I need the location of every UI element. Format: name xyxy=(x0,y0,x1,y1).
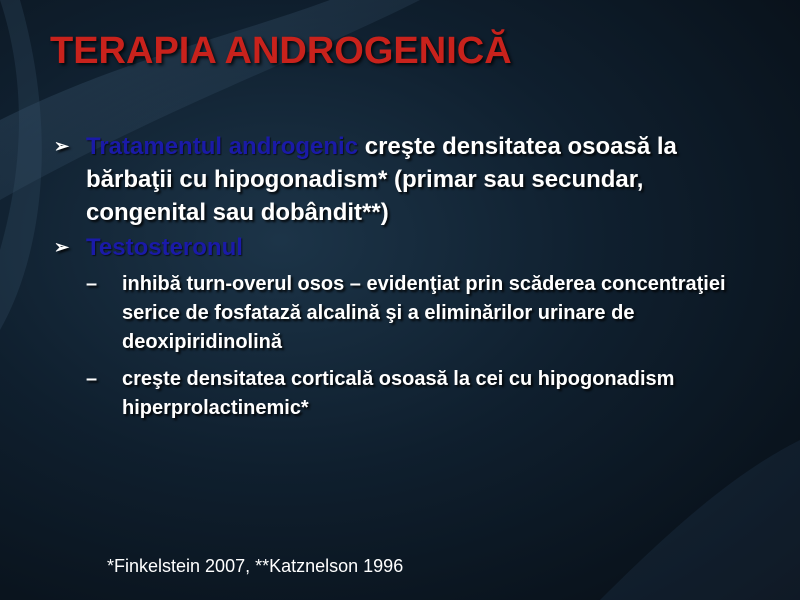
bullet-list xyxy=(52,130,752,431)
dash-bullet-icon: – xyxy=(86,273,98,295)
bullet-text: creşte densitatea osoasă la bărbaţii cu hipogonadism* (primar sau secundar, congenital sau dobândit**) xyxy=(86,133,677,226)
dash-bullet-icon: – xyxy=(86,368,98,390)
bullet-highlight: Tratamentul androgenic xyxy=(86,133,359,160)
sub-bullet-item xyxy=(86,365,752,423)
bullet-highlight: Testosteronul xyxy=(86,234,243,261)
bullet-item xyxy=(52,130,752,229)
bullet-item xyxy=(52,231,752,264)
sub-bullet-text: inhibă turn-overul osos – evidenţiat prin scăderea concentraţiei serice de fosfatază alcalină şi a eliminărilor urinare de deoxipiridinolină xyxy=(122,273,726,353)
footnote: *Finkelstein 2007, **Katznelson 1996 xyxy=(107,556,404,576)
sub-bullet-text: creşte densitatea corticală osoasă la cei cu hipogonadism hiperprolactinemic* xyxy=(122,368,675,419)
arrow-bullet-icon: ➢ xyxy=(54,237,70,257)
slide-title: TERAPIA ANDROGENICĂ xyxy=(50,30,512,72)
sub-bullet-list xyxy=(86,270,752,423)
sub-bullet-item xyxy=(86,270,752,357)
arrow-bullet-icon: ➢ xyxy=(54,136,70,156)
